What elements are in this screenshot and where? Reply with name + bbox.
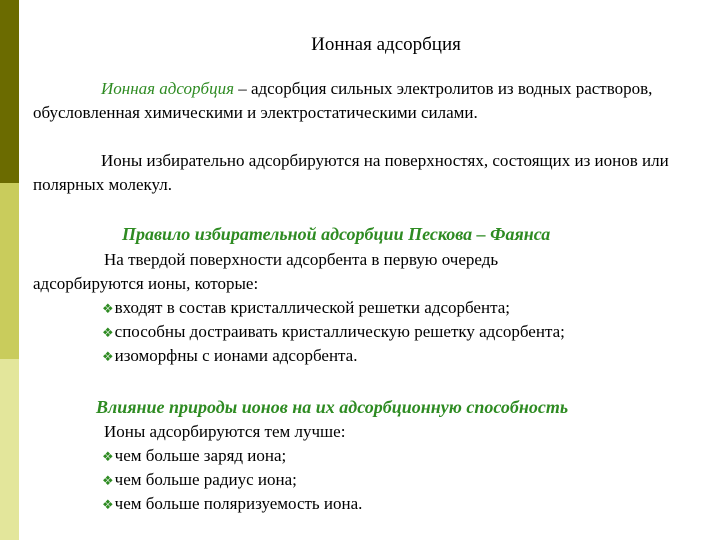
bullet-diamond-icon: ❖	[102, 450, 114, 465]
definition-paragraph	[33, 77, 703, 125]
statement-paragraph	[33, 149, 703, 197]
sidebar-decoration	[0, 0, 19, 540]
influence-intro: Ионы адсорбируются тем лучше:	[104, 422, 346, 441]
influence-item: ❖чем больше поляризуемость иона.	[102, 494, 363, 513]
rule-heading: Правило избирательной адсорбции Пескова – Фаянса	[122, 224, 551, 244]
sidebar-block-dark	[0, 0, 19, 183]
rule-intro-line1: На твердой поверхности адсорбента в первую очередь	[104, 250, 499, 269]
bullet-diamond-icon: ❖	[102, 302, 114, 317]
bullet-diamond-icon: ❖	[102, 350, 114, 365]
definition-text: – адсорбция сильных электролитов из водных растворов, обусловленная химическими и электростатическими силами.	[33, 79, 653, 122]
rule-intro-line2: адсорбируются ионы, которые:	[33, 274, 259, 293]
sidebar-block-mid	[0, 183, 19, 359]
definition-term: Ионная адсорбция	[101, 79, 234, 98]
influence-heading: Влияние природы ионов на их адсорбционную способность	[96, 397, 569, 417]
statement-text: Ионы избирательно адсорбируются на поверхностях, состоящих из ионов или полярных молекул.	[33, 151, 669, 194]
rule-item: ❖изоморфны с ионами адсорбента.	[102, 346, 358, 365]
rule-item: ❖входят в состав кристаллической решетки адсорбента;	[102, 298, 510, 317]
sidebar-block-light	[0, 359, 19, 540]
bullet-diamond-icon: ❖	[102, 474, 114, 489]
rule-item: ❖способны достраивать кристаллическую решетку адсорбента;	[102, 322, 565, 341]
bullet-diamond-icon: ❖	[102, 498, 114, 513]
bullet-diamond-icon: ❖	[102, 326, 114, 341]
influence-item: ❖чем больше радиус иона;	[102, 470, 297, 489]
influence-item: ❖чем больше заряд иона;	[102, 446, 287, 465]
slide-title: Ионная адсорбция	[311, 34, 461, 55]
